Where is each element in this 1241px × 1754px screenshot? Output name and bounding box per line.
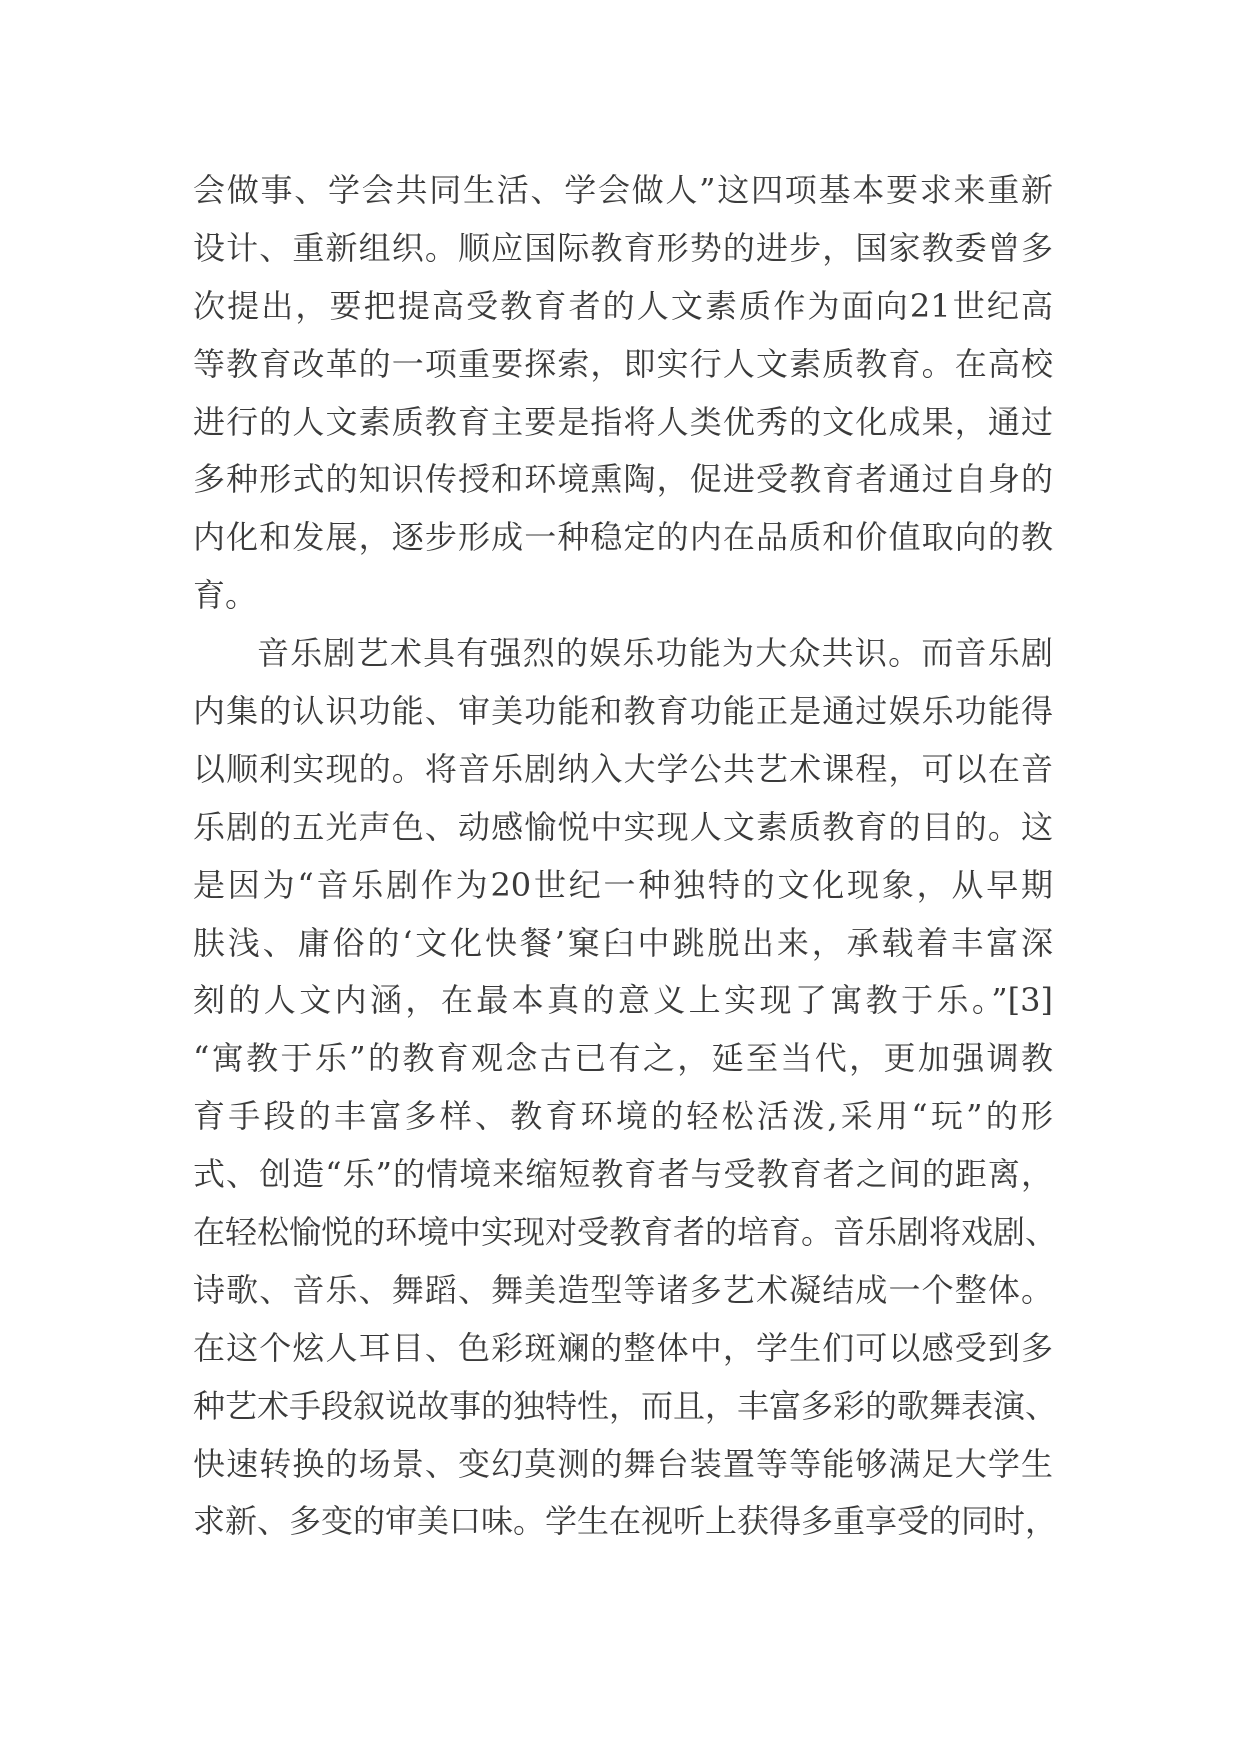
text-line: 内集的认识功能、审美功能和教育功能正是通过娱乐功能得	[193, 692, 1053, 731]
text-line: 在这个炫人耳目、色彩斑斓的整体中，学生们可以感受到多	[193, 1328, 1053, 1367]
text-line: 进行的人文素质教育主要是指将人类优秀的文化成果，通过	[193, 402, 1053, 441]
text-line: 快速转换的场景、变幻莫测的舞台装置等等能够满足大学生	[193, 1444, 1053, 1483]
text-line: 求新、多变的审美口味。学生在视听上获得多重享受的同时，	[193, 1502, 1058, 1541]
text-line: 音乐剧艺术具有强烈的娱乐功能为大众共识。而音乐剧	[257, 634, 1053, 673]
text-line: 乐剧的五光声色、动感愉悦中实现人文素质教育的目的。这	[193, 807, 1053, 846]
text-line: 种艺术手段叙说故事的独特性，而且，丰富多彩的歌舞表演、	[193, 1386, 1058, 1425]
text-line: 次提出，要把提高受教育者的人文素质作为面向21世纪高	[193, 286, 1053, 325]
text-line: 以顺利实现的。将音乐剧纳入大学公共艺术课程，可以在音	[193, 749, 1053, 788]
text-line: 式、创造“乐”的情境来缩短教育者与受教育者之间的距离，	[193, 1155, 1053, 1194]
text-line: 内化和发展，逐步形成一种稳定的内在品质和价值取向的教	[193, 518, 1053, 557]
text-line: 诗歌、音乐、舞蹈、舞美造型等诸多艺术凝结成一个整体。	[193, 1270, 1053, 1309]
text-line: 刻的人文内涵，在最本真的意义上实现了寓教于乐。”[3]	[193, 981, 1053, 1020]
text-line: 是因为“音乐剧作为20世纪一种独特的文化现象，从早期	[193, 865, 1053, 904]
text-line: 在轻松愉悦的环境中实现对受教育者的培育。音乐剧将戏剧、	[193, 1213, 1058, 1252]
text-line: 等教育改革的一项重要探索，即实行人文素质教育。在高校	[193, 344, 1053, 383]
text-line: 会做事、学会共同生活、学会做人”这四项基本要求来重新	[193, 171, 1053, 209]
text-line: “寓教于乐”的教育观念古已有之，延至当代，更加强调教	[193, 1039, 1053, 1078]
text-line: 育。	[193, 576, 258, 615]
body-text	[193, 162, 1058, 1551]
text-line: 设计、重新组织。顺应国际教育形势的进步，国家教委曾多	[193, 228, 1053, 267]
text-line: 肤浅、庸俗的‘文化快餐’窠臼中跳脱出来，承载着丰富深	[193, 923, 1053, 962]
text-line: 育手段的丰富多样、教育环境的轻松活泼,采用“玩”的形	[193, 1097, 1053, 1136]
text-line: 多种形式的知识传授和环境熏陶，促进受教育者通过自身的	[193, 460, 1053, 499]
